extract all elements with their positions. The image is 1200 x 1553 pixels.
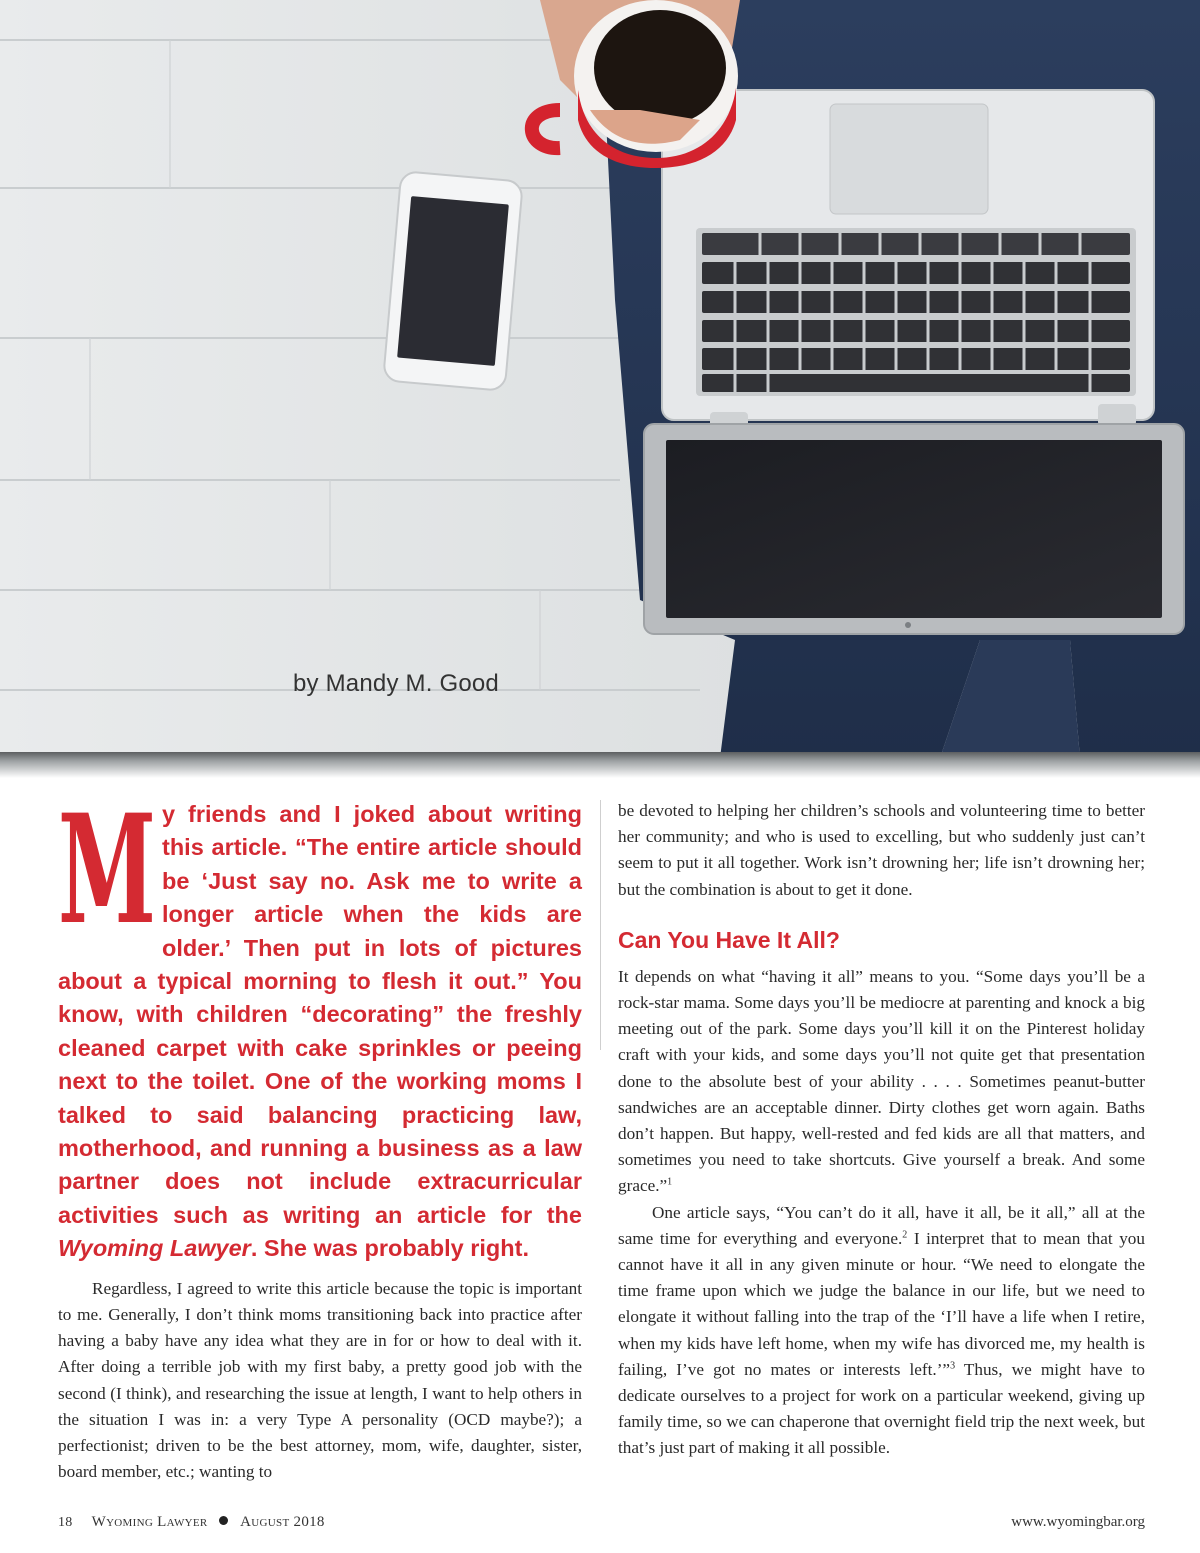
article-column-right (618, 798, 1145, 1462)
article-column-left (58, 782, 582, 1485)
laptop-image (644, 90, 1184, 634)
paragraph-3-text-a: One article says, “You can’t do it all, have it all, be it all,” all at the same time for everything and everyone. (618, 1202, 1145, 1248)
body-paragraph-3 (618, 1200, 1145, 1462)
footnote-ref-2[interactable]: 2 (902, 1229, 908, 1241)
paragraph-3-text-b: I interpret that to mean that you cannot have it all in any given minute or hour. “We need to elongate the time frame upon which we judge the balance in our life, but we need to elongate it without falling into the trap of the ‘I’ll have a life when I retire, when my kids have left home, when my wife has divorced me, my health is failing, I’ve got no mates or interests left.’” (618, 1228, 1145, 1379)
paragraph-3-text-c: Thus, we might have to dedicate ourselves to a project for work on a particular weekend, giving up family time, so we can chaperone that overnight field trip the next week, but that’s just part of making it all possible. (618, 1359, 1145, 1458)
drop-cap-letter: M (58, 782, 156, 958)
hero-illustration (0, 0, 1200, 758)
publication-name: Wyoming Lawyer (91, 1514, 208, 1530)
body-paragraph-1: Regardless, I agreed to write this article because the topic is important to me. Generally, I don’t think moms transitioning back into practice after having a baby have any idea what they are in for or how to deal with it. After doing a terrible job with my first baby, a pretty good job with the second (I think), and researching the issue at length, I want to help others in the situation I was in: a very Type A personality (OCD maybe?); a perfectionist; driven to be the best attorney, mom, wife, daughter, sister, board member, etc.; wanting to (58, 1278, 582, 1482)
page-number: 18 (58, 1515, 73, 1530)
issue-date: August 2018 (240, 1514, 325, 1530)
footer-left (58, 1514, 325, 1531)
byline: by Mandy M. Good (293, 670, 499, 697)
lead-publication-name: Wyoming Lawyer (58, 1235, 251, 1262)
section-heading: Can You Have It All? (618, 926, 840, 953)
bullet-icon (219, 1516, 228, 1525)
lead-text-end: . She was probably right. (250, 1235, 529, 1262)
lead-paragraph (58, 782, 582, 1266)
hero-bottom-shadow (0, 752, 1200, 778)
page-footer (58, 1514, 1145, 1534)
drop-cap (58, 782, 156, 958)
drop-cap-glyph (58, 782, 156, 958)
body-paragraph-continued: be devoted to helping her children’s schools and volunteering time to better her community; and who is used to excelling, but who suddenly just can’t seem to put it all together. Work isn’t drowning her; life isn’t drowning her; but the combination is about to get it done. (618, 801, 1145, 899)
phone-image (383, 171, 523, 391)
body-paragraph-2 (618, 964, 1145, 1200)
lead-text: y friends and I joked about writing this article. “The entire article should be ‘Just say no. Ask me to write a longer article when the kids are older.’ Then put in lots of pictures about a typical morning to flesh it out.” You know, with children “decorating” the freshly cleaned carpet with cake sprinkles or peeing next to the toilet. One of the working moms I talked to said balancing practicing law, motherhood, and running a business as a law partner does not include extracurricular activities such as writing an article for the (58, 801, 582, 1228)
column-divider (600, 800, 601, 1050)
paragraph-2-text: It depends on what “having it all” means to you. “Some days you’ll be a rock-star mama. Some days you’ll be mediocre at parenting and knock a big meeting out of the park. Some days you’ll kill it on the Pinterest holiday craft with your kids, and some days you’ll not quite get that presentation done to the absolute best of your ability . . . . Sometimes peanut-butter sandwiches are an acceptable dinner. Dirty clothes get worn again. Baths don’t happen. But happy, well-rested and fed kids are all that matters, and sometimes you need to take shortcuts. Give yourself a break. And some grace.” (618, 966, 1145, 1196)
footnote-ref-1[interactable]: 1 (667, 1176, 673, 1188)
website-link[interactable]: www.wyomingbar.org (1011, 1514, 1145, 1530)
hero-photo (0, 0, 1200, 758)
footnote-ref-3[interactable]: 3 (950, 1360, 956, 1372)
